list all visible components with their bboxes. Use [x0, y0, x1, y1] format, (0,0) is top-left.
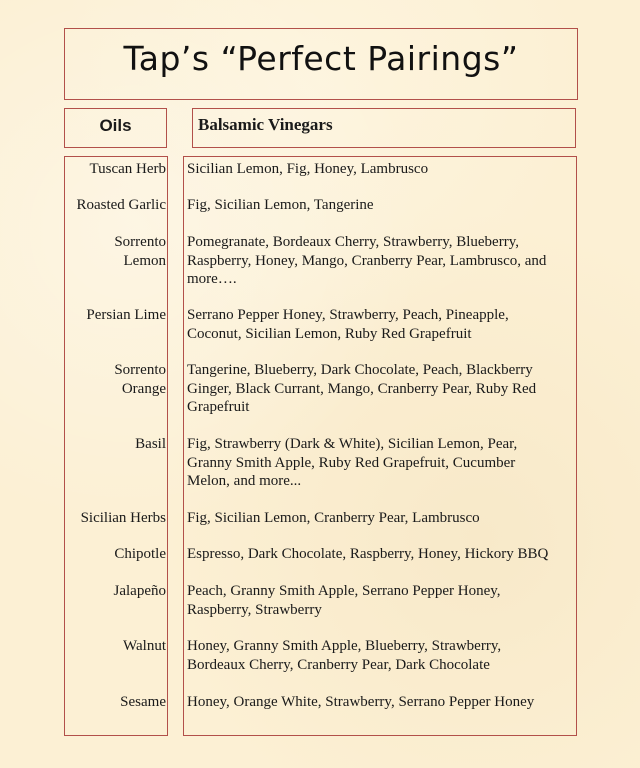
oil-name: Tuscan Herb: [89, 161, 166, 177]
vinegars-header-box: [192, 108, 576, 148]
vinegar-list: Serrano Pepper Honey, Strawberry, Peach, Pineapple, Coconut, Sicilian Lemon, Ruby Red Grapefruit: [187, 307, 509, 342]
oil-name: Persian Lime: [86, 307, 166, 323]
vinegar-list: Tangerine, Blueberry, Dark Chocolate, Peach, Blackberry Ginger, Black Currant, Mango, Cranberry Pear, Ruby Red Grapefruit: [187, 362, 537, 415]
oil-name: Jalapeño: [113, 583, 166, 599]
vinegar-list: Sicilian Lemon, Fig, Honey, Lambrusco: [187, 161, 429, 177]
vinegar-list: Fig, Sicilian Lemon, Tangerine: [187, 197, 374, 213]
vinegar-list: Honey, Granny Smith Apple, Blueberry, Strawberry, Bordeaux Cherry, Cranberry Pear, Dark Chocolate: [187, 638, 502, 673]
vinegar-list: Honey, Orange White, Strawberry, Serrano Pepper Honey: [187, 694, 535, 710]
title-box: [64, 28, 578, 100]
oils-header-box: [64, 108, 167, 148]
oils-header: Oils: [99, 116, 132, 135]
oil-name: Sorrento Lemon: [114, 234, 166, 269]
vinegar-list: Fig, Sicilian Lemon, Cranberry Pear, Lambrusco: [187, 510, 480, 526]
page-title: Tap’s “Perfect Pairings”: [123, 39, 519, 78]
vinegar-list: Fig, Strawberry (Dark & White), Sicilian Lemon, Pear, Granny Smith Apple, Ruby Red Grapefruit, Cucumber Melon, and more...: [187, 436, 518, 489]
oil-name: Walnut: [123, 638, 166, 654]
oil-name: Sorrento Orange: [114, 362, 166, 397]
oil-name: Sicilian Herbs: [80, 510, 166, 526]
oil-name: Chipotle: [114, 546, 166, 562]
oil-name: Sesame: [120, 694, 166, 710]
vinegar-list: Peach, Granny Smith Apple, Serrano Pepper Honey, Raspberry, Strawberry: [187, 583, 501, 618]
vinegars-header: Balsamic Vinegars: [198, 115, 333, 134]
oil-name: Roasted Garlic: [76, 197, 166, 213]
vinegar-list: Pomegranate, Bordeaux Cherry, Strawberry, Blueberry, Raspberry, Honey, Mango, Cranberry Pear, Lambrusco, and more….: [187, 234, 547, 287]
oil-name: Basil: [135, 436, 166, 452]
vinegar-list: Espresso, Dark Chocolate, Raspberry, Honey, Hickory BBQ: [187, 546, 549, 562]
